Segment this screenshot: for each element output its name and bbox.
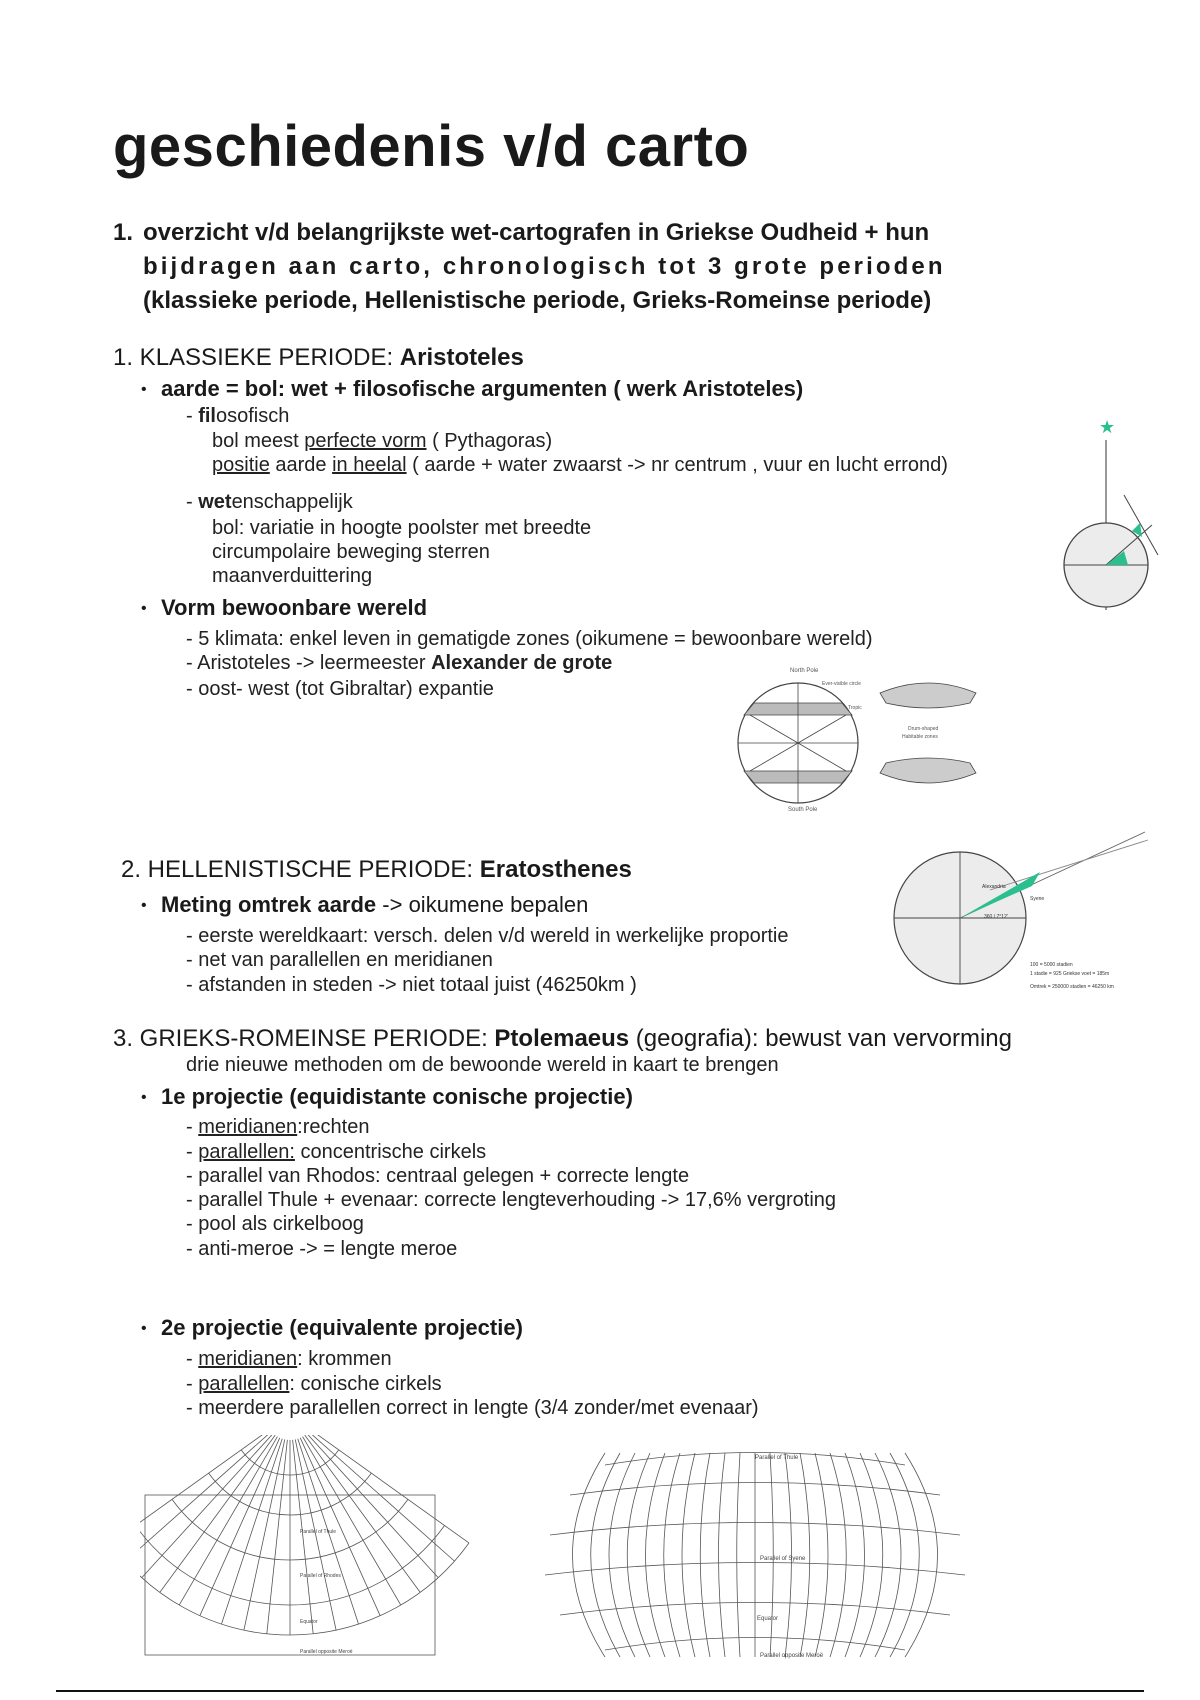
meridian-curve xyxy=(646,1453,666,1657)
vorm-line-1: - 5 klimata: enkel leven in gematigde zones (oikumene = bewoonbare wereld) xyxy=(186,628,873,650)
thule-label: Parallel of Thule xyxy=(300,1529,337,1535)
anti-meroe-label: Parallel opposite Meroë xyxy=(300,1649,353,1655)
angle-label: 360 / 7°12' xyxy=(984,914,1008,920)
p1-line-1: - meridianen:rechten xyxy=(186,1116,370,1138)
meridian-line xyxy=(309,1435,455,1561)
meridian-line xyxy=(300,1438,380,1616)
star-icon: ★ xyxy=(1099,417,1116,437)
equator-label-2: Equator xyxy=(757,1616,779,1622)
meridian-curve xyxy=(737,1453,740,1657)
question-number: 1. xyxy=(113,219,134,246)
meridian-curve xyxy=(860,1453,883,1657)
meridian-curve xyxy=(845,1453,865,1657)
meridian-curve xyxy=(830,1453,846,1657)
meridian-curve xyxy=(770,1453,773,1657)
vorm-line-3: - oost- west (tot Gibraltar) expantie xyxy=(186,678,494,700)
ever-visible-label: Ever-visible circle xyxy=(822,681,861,687)
north-pole-label: North Pole xyxy=(790,668,819,674)
section-1-name: Aristoteles xyxy=(399,344,524,371)
bullet-2-text: Vorm bewoonbare wereld xyxy=(161,595,428,620)
p1-line-3: - parallel van Rhodos: centraal gelegen + correcte lengte xyxy=(186,1165,690,1187)
wet-line-3: maanverduittering xyxy=(212,565,373,587)
meridian-curve xyxy=(890,1453,919,1657)
section-2-bullet: • Meting omtrek aarde -> oikumene bepalen xyxy=(141,892,589,917)
section-1-prefix: 1. KLASSIEKE PERIODE: xyxy=(113,344,400,371)
meridian-line xyxy=(244,1439,285,1630)
rhodes-label: Parallel of Rhodes xyxy=(300,1573,341,1579)
thule-label-2: Parallel of Thule xyxy=(755,1455,799,1461)
wet-line-2: circumpolaire beweging sterren xyxy=(212,541,490,563)
wet-line-1: bol: variatie in hoogte poolster met breedte xyxy=(212,517,592,539)
meridian-curve xyxy=(785,1453,792,1657)
equivalent-projection-map xyxy=(535,1435,975,1670)
question-line-1: overzicht v/d belangrijkste wet-cartografen in Griekse Oudheid + hun xyxy=(143,219,930,246)
syene-label: Syene xyxy=(1030,896,1045,902)
meridian-line xyxy=(140,1435,271,1561)
filosofisch-label: - filosofisch xyxy=(186,405,290,427)
eratosthenes-diagram xyxy=(890,830,1150,1000)
anti-meroe-label-2: Parallel opposite Meroë xyxy=(760,1653,824,1659)
south-pole-label: South Pole xyxy=(788,807,818,813)
tropic-label: Tropic xyxy=(848,705,862,711)
section-2-line-1: - eerste wereldkaart: versch. delen v/d wereld in werkelijke proportie xyxy=(186,925,789,947)
meridian-curve xyxy=(627,1453,650,1657)
section-3-subline: drie nieuwe methoden om de bewoonde wereld in kaart te brengen xyxy=(186,1054,779,1076)
meridian-line xyxy=(310,1435,469,1543)
p2-line-2: - parallellen: conische cirkels xyxy=(186,1373,442,1395)
p2-line-3: - meerdere parallellen correct in lengte (3/4 zonder/met evenaar) xyxy=(186,1397,759,1419)
meridian-curve xyxy=(719,1453,726,1657)
p1-line-5: - pool als cirkelboog xyxy=(186,1213,364,1235)
calc-line-2: 1 stadie = 925 Griekse voet = 185m xyxy=(1030,971,1110,977)
section-1-bullet-1: • aarde = bol: wet + filosofische argumenten ( werk Aristoteles) xyxy=(141,376,804,401)
question-line-2: bijdragen aan carto, chronologisch tot 3 grote perioden xyxy=(143,253,946,280)
drum-label: Drum-shaped xyxy=(908,726,939,732)
syene-label: Parallel of Syene xyxy=(760,1556,806,1562)
meridian-curve xyxy=(875,1453,901,1657)
bottom-rule xyxy=(56,1690,1144,1692)
filosofisch-line-2: positie aarde in heelal ( aarde + water zwaarst -> nr centrum , vuur en lucht errond) xyxy=(212,454,948,476)
p1-line-6: - anti-meroe -> = lengte meroe xyxy=(186,1238,458,1260)
climate-zones-diagram xyxy=(730,663,990,813)
question-line-3: (klassieke periode, Hellenistische periode, Grieks-Romeinse periode) xyxy=(143,287,932,314)
calc-line-3: Omtrek = 250000 stadien = 46250 km xyxy=(1030,984,1114,990)
equator-label: Equator xyxy=(300,1619,318,1625)
p2-line-1: - meridianen: krommen xyxy=(186,1348,392,1370)
meridian-curve xyxy=(609,1453,635,1657)
section-3-bullet-1: • 1e projectie (equidistante conische projectie) xyxy=(141,1084,633,1109)
alexandria-label: Alexandria xyxy=(982,884,1006,890)
meridian-curve xyxy=(664,1453,680,1657)
calc-line-1: 100 = 5000 stadien xyxy=(1030,962,1073,968)
bullet-1-text: aarde = bol: wet + filosofische argumenten ( werk Aristoteles) xyxy=(161,376,804,401)
habitable-label: Habitable zones xyxy=(902,734,938,740)
meridian-line xyxy=(200,1438,280,1616)
page-title: geschiedenis v/d carto xyxy=(113,114,750,179)
meridian-curve xyxy=(905,1453,938,1657)
p1-line-2: - parallellen: concentrische cirkels xyxy=(186,1141,487,1163)
section-2-heading: 2. HELLENISTISCHE PERIODE: Eratosthenes xyxy=(121,856,632,883)
filosofisch-line-1: bol meest perfecte vorm ( Pythagoras) xyxy=(212,430,553,452)
meridian-line xyxy=(140,1435,270,1543)
meridian-curve xyxy=(591,1453,620,1657)
wetenschappelijk-label: - wetenschappelijk xyxy=(186,491,353,513)
pole-star-diagram xyxy=(1040,415,1190,615)
section-3-heading: 3. GRIEKS-ROMEINSE PERIODE: Ptolemaeus (geografia): bewust van vervorming xyxy=(113,1025,1012,1052)
section-3-bullet-2: • 2e projectie (equivalente projectie) xyxy=(141,1315,523,1340)
section-1-bullet-2: • Vorm bewoonbare wereld xyxy=(141,595,428,620)
section-2-line-2: - net van parallellen en meridianen xyxy=(186,949,493,971)
conic-projection-map xyxy=(140,1435,480,1670)
p1-line-4: - parallel Thule + evenaar: correcte lengteverhouding -> 17,6% vergroting xyxy=(186,1189,837,1211)
section-1-heading xyxy=(113,344,524,372)
parallel-arc xyxy=(140,1526,445,1605)
vorm-line-2: - Aristoteles -> leermeester Alexander de grote xyxy=(186,652,613,674)
section-2-line-3: - afstanden in steden -> niet totaal juist (46250km ) xyxy=(186,974,637,996)
meridian-curve xyxy=(573,1453,606,1657)
